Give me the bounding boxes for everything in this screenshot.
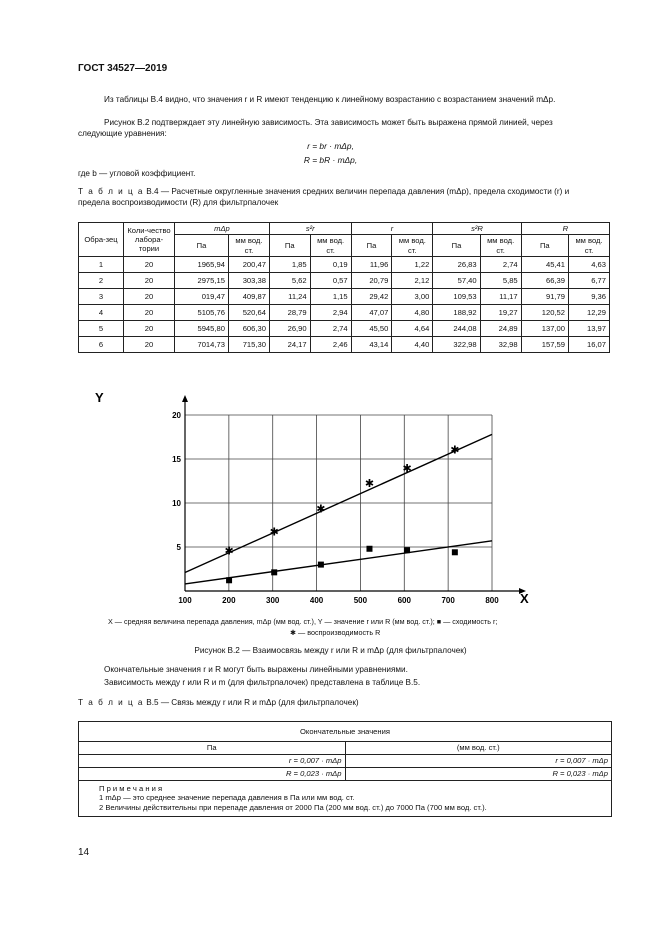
note-2: 2 Величины действительны при перепаде давления от 2000 Па (200 мм вод. ст.) до 7000 Па (700 мм вод. ст.).	[99, 803, 487, 813]
point-convergence-r	[226, 577, 232, 583]
table-cell: 188,92	[433, 305, 480, 321]
y-axis-label: Y	[95, 390, 104, 405]
table-cell: 20	[124, 321, 175, 337]
table-cell: 43,14	[351, 337, 392, 353]
unit-mm: мм вод. ст.	[392, 235, 433, 257]
table-b5-R-mm: R = 0,023 · mΔp	[345, 767, 612, 780]
x-tick-label: 400	[309, 596, 324, 605]
table-cell: 5945,80	[175, 321, 229, 337]
point-reproducibility-R: ✱	[316, 502, 326, 516]
group-header-mdp: mΔp	[175, 223, 270, 235]
table-cell: 20	[124, 289, 175, 305]
x-tick-label: 100	[178, 596, 192, 605]
table-cell: 11,24	[269, 289, 310, 305]
mid-paragraph-2: Зависимость между r или R и m (для фильтрпалочек) представлена в таблице В.5.	[104, 678, 421, 687]
table-cell: 5,85	[480, 273, 521, 289]
table-b4-body	[79, 257, 610, 353]
table-b5-col-pa: Па	[79, 742, 346, 755]
table-row	[79, 289, 610, 305]
table-cell: 20	[124, 337, 175, 353]
table-cell: 47,07	[351, 305, 392, 321]
table-cell: 6	[79, 337, 124, 353]
table-cell: 1,15	[310, 289, 351, 305]
table-row	[79, 337, 610, 353]
table-row	[79, 273, 610, 289]
table-cell: 4	[79, 305, 124, 321]
table-b4-caption	[78, 187, 588, 208]
table-cell: 0,57	[310, 273, 351, 289]
table-cell: 303,38	[228, 273, 269, 289]
table-b4-caption-lead: Т а б л и ц а	[78, 187, 144, 196]
table-cell: 520,64	[228, 305, 269, 321]
table-cell: 11,96	[351, 257, 392, 273]
table-b5-R-pa: R = 0,023 · mΔp	[79, 767, 346, 780]
table-cell: 4,63	[569, 257, 610, 273]
table-cell: 24,89	[480, 321, 521, 337]
table-cell: 7014,73	[175, 337, 229, 353]
table-cell: 1	[79, 257, 124, 273]
table-cell: 20	[124, 257, 175, 273]
table-b4-caption-text: — Расчетные округленные значения средних величин перепада давления (mΔp), предела сходимости (r) и предела воспроизводимости (R) для фильтрпалочек	[78, 187, 570, 207]
table-cell: 19,27	[480, 305, 521, 321]
x-axis-label: X	[520, 591, 529, 606]
table-row	[79, 321, 610, 337]
table-cell: 109,53	[433, 289, 480, 305]
unit-pa: Па	[521, 235, 568, 257]
unit-mm: мм вод. ст.	[310, 235, 351, 257]
table-cell: 26,90	[269, 321, 310, 337]
table-cell: 20,79	[351, 273, 392, 289]
table-cell: 13,97	[569, 321, 610, 337]
chart-r-R-vs-mdp	[95, 388, 545, 610]
table-cell: 28,79	[269, 305, 310, 321]
chart-legend-line-2: ✱ — воспроизводимость R	[290, 628, 381, 637]
table-cell: 26,83	[433, 257, 480, 273]
intro-paragraph-2: Рисунок В.2 подтверждает эту линейную зависимость. Эта зависимость может быть выражена прямой линией, через следующие уравнения:	[78, 118, 553, 138]
table-cell: 322,98	[433, 337, 480, 353]
table-b4-caption-number: В.4	[146, 187, 159, 196]
y-tick-label: 20	[172, 411, 181, 420]
table-cell: 244,08	[433, 321, 480, 337]
table-b5-r-mm: r = 0,007 · mΔp	[345, 754, 612, 767]
x-tick-label: 600	[397, 596, 411, 605]
table-cell: 11,17	[480, 289, 521, 305]
table-cell: 3	[79, 289, 124, 305]
table-cell: 5105,76	[175, 305, 229, 321]
group-header-R: R	[521, 223, 609, 235]
table-cell: 1,22	[392, 257, 433, 273]
table-cell: 9,36	[569, 289, 610, 305]
table-cell: 4,64	[392, 321, 433, 337]
table-cell: 2,12	[392, 273, 433, 289]
mid-paragraph-1: Окончательные значения r и R могут быть выражены линейными уравнениями.	[104, 665, 408, 674]
group-header-s2r: s²r	[269, 223, 351, 235]
table-b4	[78, 222, 610, 353]
formula-r: r = br · mΔp,	[307, 141, 354, 151]
table-cell: 20	[124, 305, 175, 321]
chart-legend-line-1: X — средняя величина перепада давления, mΔp (мм вод. ст.), Y — значение r или R (мм вод. ст.); ■ — сходимость r;	[108, 617, 498, 626]
table-cell: 45,41	[521, 257, 568, 273]
table-row	[79, 257, 610, 273]
formula-R: R = bR · mΔp,	[303, 155, 358, 165]
table-cell: 0,19	[310, 257, 351, 273]
col-header-sample: Обра-зец	[79, 223, 124, 257]
x-tick-label: 500	[353, 596, 368, 605]
table-cell: 91,79	[521, 289, 568, 305]
table-cell: 6,77	[569, 273, 610, 289]
point-convergence-r	[366, 546, 372, 552]
table-cell: 2,46	[310, 337, 351, 353]
col-header-labs: Коли-чество лабора-тории	[124, 223, 175, 257]
table-cell: 120,52	[521, 305, 568, 321]
table-cell: 45,50	[351, 321, 392, 337]
point-convergence-r	[404, 547, 410, 553]
y-tick-label: 10	[172, 499, 181, 508]
unit-pa: Па	[269, 235, 310, 257]
table-cell: 2,74	[480, 257, 521, 273]
table-cell: 5,62	[269, 273, 310, 289]
x-tick-label: 200	[222, 596, 236, 605]
table-b5-caption	[78, 698, 588, 709]
y-axis-arrow	[182, 395, 188, 402]
y-tick-label: 15	[172, 455, 181, 464]
table-cell: 200,47	[228, 257, 269, 273]
table-cell: 2975,15	[175, 273, 229, 289]
table-cell: 4,80	[392, 305, 433, 321]
table-cell: 019,47	[175, 289, 229, 305]
table-cell: 20	[124, 273, 175, 289]
point-reproducibility-R: ✱	[269, 525, 279, 539]
table-b5-notes	[79, 780, 612, 817]
where-note: где b — угловой коэффициент.	[78, 169, 196, 178]
table-cell: 29,42	[351, 289, 392, 305]
table-cell: 606,30	[228, 321, 269, 337]
table-row	[79, 305, 610, 321]
unit-pa: Па	[433, 235, 480, 257]
table-b5-caption-text: В.5 — Связь между r или R и mΔp (для фильтрпалочек)	[146, 698, 359, 707]
table-cell: 66,39	[521, 273, 568, 289]
table-cell: 2,74	[310, 321, 351, 337]
table-cell: 157,59	[521, 337, 568, 353]
point-convergence-r	[271, 569, 277, 575]
table-cell: 409,87	[228, 289, 269, 305]
table-b5-head: Окончательные значения	[79, 722, 612, 742]
x-tick-label: 700	[441, 596, 455, 605]
table-cell: 1,85	[269, 257, 310, 273]
page-number: 14	[78, 847, 90, 858]
unit-mm: мм вод. ст.	[480, 235, 521, 257]
table-b5-col-mm: (мм вод. ст.)	[345, 742, 612, 755]
table-cell: 3,00	[392, 289, 433, 305]
table-cell: 4,40	[392, 337, 433, 353]
table-cell: 137,00	[521, 321, 568, 337]
table-b5	[78, 721, 612, 817]
unit-pa: Па	[175, 235, 229, 257]
table-cell: 5	[79, 321, 124, 337]
table-b5-caption-lead: Т а б л и ц а	[78, 698, 144, 707]
chart-grid	[182, 395, 526, 594]
point-reproducibility-R: ✱	[224, 544, 234, 558]
note-1: 1 mΔp — это среднее значение перепада давления в Па или мм вод. ст.	[99, 793, 355, 803]
table-cell: 57,40	[433, 273, 480, 289]
table-cell: 1965,94	[175, 257, 229, 273]
table-cell: 2	[79, 273, 124, 289]
unit-mm: мм вод. ст.	[569, 235, 610, 257]
unit-pa: Па	[351, 235, 392, 257]
table-cell: 12,29	[569, 305, 610, 321]
point-reproducibility-R: ✱	[450, 443, 460, 457]
unit-mm: мм вод. ст.	[228, 235, 269, 257]
group-header-s2R: s²R	[433, 223, 521, 235]
y-tick-label: 5	[176, 543, 181, 552]
x-tick-label: 300	[266, 596, 280, 605]
table-cell: 16,07	[569, 337, 610, 353]
group-header-r: r	[351, 223, 433, 235]
chart-tick-labels	[172, 411, 499, 605]
point-convergence-r	[318, 562, 324, 568]
notes-title: П р и м е ч а н и я	[99, 783, 163, 793]
table-cell: 32,98	[480, 337, 521, 353]
point-reproducibility-R: ✱	[402, 462, 412, 476]
chart-fit-lines	[185, 434, 492, 584]
point-reproducibility-R: ✱	[364, 476, 375, 490]
figure-caption: Рисунок В.2 — Взаимосвязь между r или R и mΔp (для фильтрпалочек)	[194, 646, 467, 655]
table-b5-r-pa: r = 0,007 · mΔp	[79, 754, 346, 767]
table-cell: 24,17	[269, 337, 310, 353]
table-cell: 2,94	[310, 305, 351, 321]
x-tick-label: 800	[485, 596, 499, 605]
standard-header: ГОСТ 34527—2019	[78, 63, 168, 74]
intro-paragraph-1: Из таблицы В.4 видно, что значения r и R имеют тенденцию к линейному возрастанию с возрастанием значений mΔp.	[104, 95, 556, 104]
table-cell: 715,30	[228, 337, 269, 353]
point-convergence-r	[452, 549, 458, 555]
